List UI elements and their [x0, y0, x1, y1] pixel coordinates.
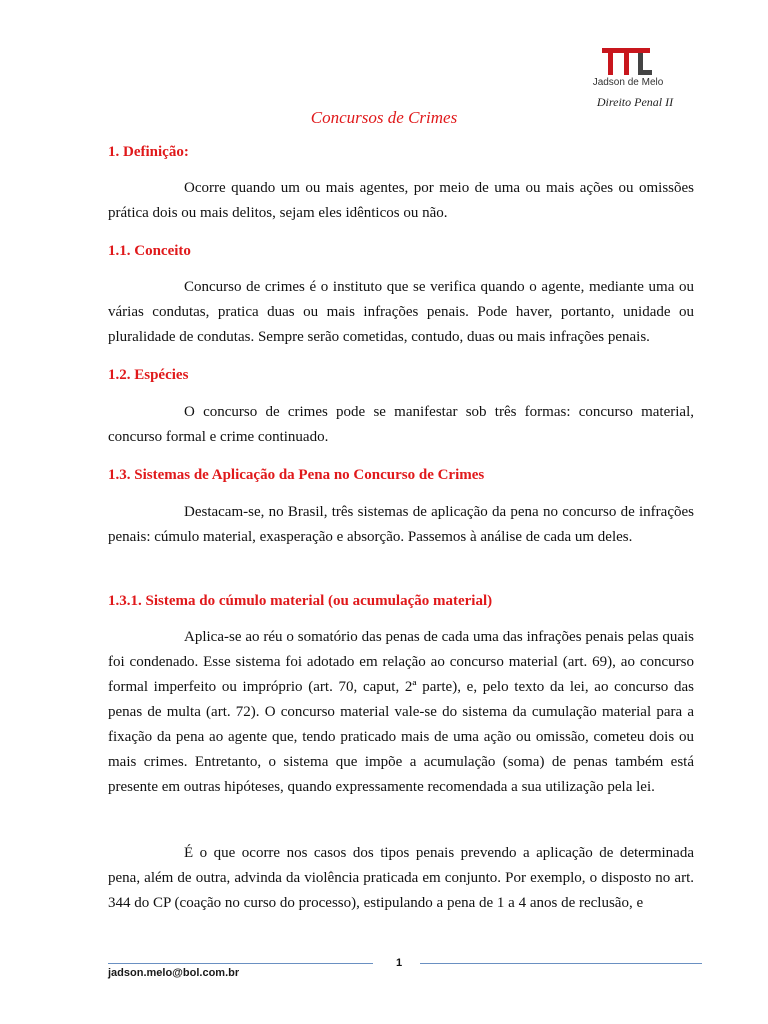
heading-sistemas: 1.3. Sistemas de Aplicação da Pena no Concurso de Crimes	[108, 467, 485, 483]
paragraph-cumulo-exemplo: É o que ocorre nos casos dos tipos penais prevendo a aplicação de determinada pena, além de outra, advinda da violência praticada em conjunto. Por exemplo, o disposto no art. 344 do CP (coação no curso do processo), estipulando a pena de 1 a 4 anos de reclusão, e	[108, 845, 694, 911]
heading-definicao: 1. Definição:	[108, 144, 189, 160]
paragraph-cumulo-material: Aplica-se ao réu o somatório das penas de cada uma das infrações penais pelas quais foi condenado. Esse sistema foi adotado em relação ao concurso material (art. 69), ao concurso formal imperfeito ou impróprio (art. 70, caput, 2ª parte), e, pelo texto da lei, ao concurso das penas de multa (art. 72). O concurso material vale-se do sistema da cumulação material para a fixação da pena ao agente que, tendo praticado mais de uma ação ou omissão, cometeu dois ou mais crimes. Entretanto, o sistema que impõe a acumulação (soma) de penas também está presente em outras hipóteses, quando expressamente recomendada a sua utilização pela lei.	[108, 629, 694, 795]
paragraph-especies: O concurso de crimes pode se manifestar sob três formas: concurso material, concurso formal e crime continuado.	[108, 404, 694, 445]
heading-cumulo-material: 1.3.1. Sistema do cúmulo material (ou acumulação material)	[108, 593, 493, 609]
ttl-logo	[580, 42, 675, 97]
heading-conceito: 1.1. Conceito	[108, 243, 191, 259]
paragraph-sistemas: Destacam-se, no Brasil, três sistemas de aplicação da pena no concurso de infrações penais: cúmulo material, exasperação e absorção. Passemos à análise de cada um deles.	[108, 504, 694, 545]
footer-email: jadson.melo@bol.com.br	[108, 967, 240, 979]
document-title: Concursos de Crimes	[310, 108, 458, 127]
header-course: Direito Penal II	[596, 95, 674, 109]
page-number: 1	[396, 957, 403, 969]
heading-especies: 1.2. Espécies	[108, 367, 189, 383]
paragraph-definicao: Ocorre quando um ou mais agentes, por meio de uma ou mais ações ou omissões prática dois ou mais delitos, sejam eles idênticos ou não.	[108, 180, 694, 221]
footer-rule-left	[108, 963, 373, 964]
logo-author-name: Jadson de Melo	[592, 77, 664, 88]
footer-rule-right	[420, 963, 702, 964]
paragraph-conceito: Concurso de crimes é o instituto que se verifica quando o agente, mediante uma ou várias condutas, pratica duas ou mais infrações penais. Pode haver, portanto, unidade ou pluralidade de condutas. Sempre serão cometidas, contudo, duas ou mais infrações penais.	[108, 279, 694, 345]
